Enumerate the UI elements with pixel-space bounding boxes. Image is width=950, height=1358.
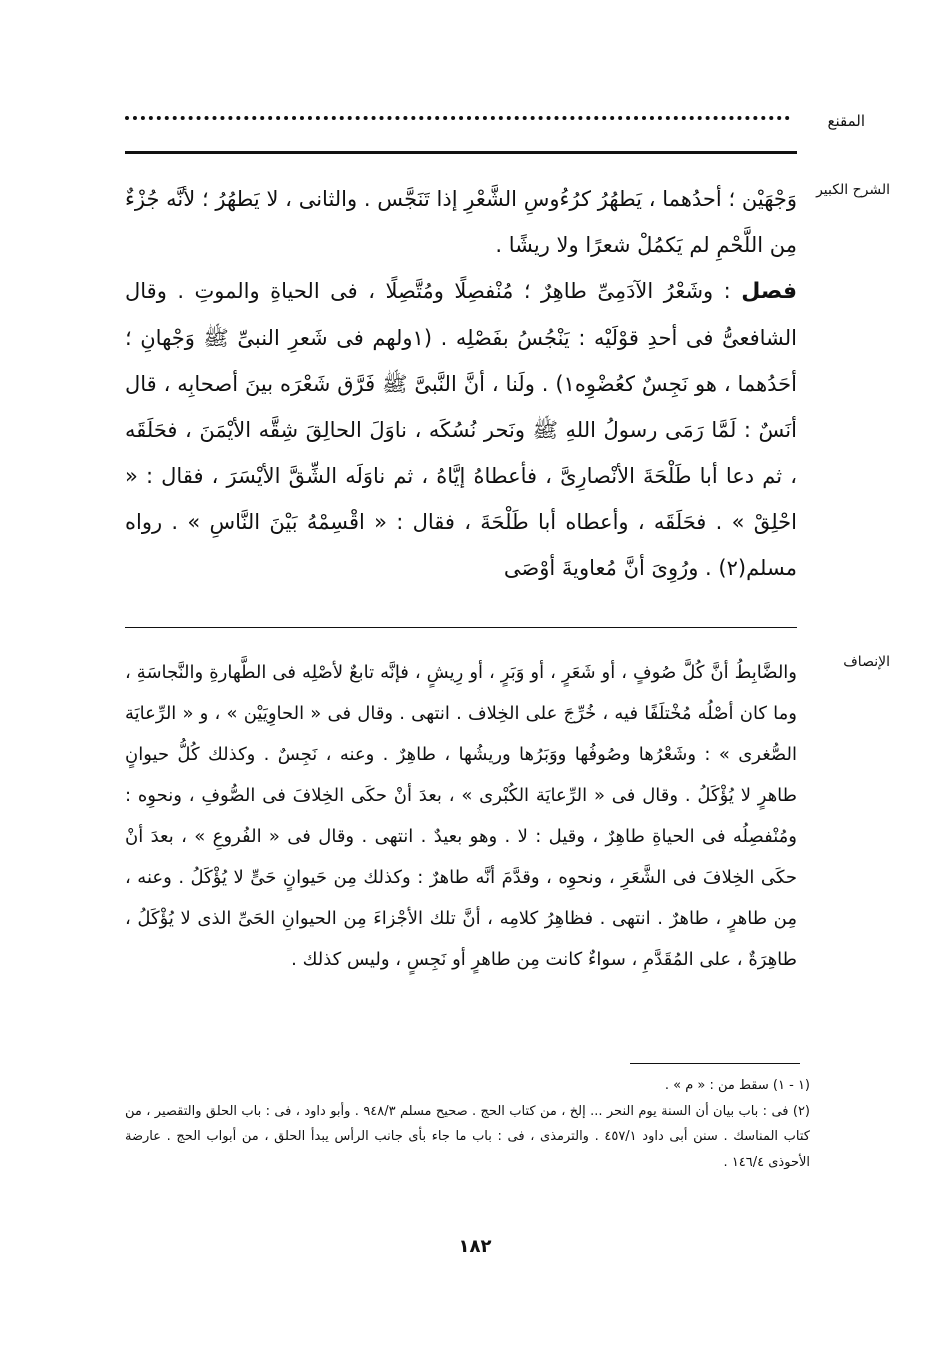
footnote-1: (١ - ١) سقط من : « م » .	[664, 1078, 810, 1093]
header-rule	[125, 151, 797, 154]
sharh-paragraph-1: وَجْهَيْن ؛ أحدُهما ، يَطهُرُ كرُءُوسِ الشَّعْرِ إذا تَنَجَّس . والثانى ، لا يَطهُرُ ؛ لأنَّه جُزْءٌ مِن اللَّحْمِ لم يَكمُلْ شعرًا ولا ريشًا .	[125, 187, 797, 257]
side-label-sharh: الشرح الكبير	[816, 182, 890, 198]
sharh-paragraph-2	[125, 268, 797, 591]
page-number: ١٨٢	[458, 1236, 492, 1257]
running-head	[125, 112, 865, 136]
footnote-rule	[630, 1063, 800, 1064]
side-label-insaf: الإنصاف	[843, 654, 890, 670]
insaf-text-block	[125, 652, 797, 980]
section-divider	[125, 627, 797, 628]
footnote-2: (٢) فى : باب بيان أن السنة يوم النحر ... إلخ ، من كتاب الحج . صحيح مسلم ٩٤٨/٣ . وأبو داود ، فى : باب الحلق والتقصير ، من كتاب المناسك . سنن أبى داود ٤٥٧/١ . والترمذى ، فى : باب ما جاء بأى جانب الرأس يبدأ الحلق ، من أبواب الحج . عارضة الأحوذى ١٤٦/٤ .	[125, 1103, 810, 1170]
insaf-paragraph: والضَّابِطُ أنَّ كُلَّ صُوفٍ ، أو شَعَرٍ ، أو وَبَرٍ ، أو رِيشٍ ، فإنَّه تابعٌ لأصْلِه فى الطَّهارةِ والنَّجاسَةِ ، وما كان أصْلُه مُخْتلَفًا فيه ، خُرِّجَ على الخِلاف . انتهى . وقال فى « الحاوِيَيْن » ، و « الرِّعايَة الصُّغرى » : وشَعْرُها وصُوفُها ووَبَرُها وريشُها ، طاهِرٌ . وعنه ، نَجِسٌ . وكذلك كُلُّ حيوانٍ طاهرٍ لا يُؤْكَلُ . وقال فى « الرِّعايَة الكُبْرى » ، بعدَ أنْ حكَى الخِلافَ فى الصُّوفِ ، ونحوِه : ومُنْفصِلُه فى الحياةِ طاهِرٌ ، وقيل : لا . وهو بعيدٌ . انتهى . وقال فى « الفُروعِ » ، بعدَ أنْ حكَى الخِلافَ فى الشَّعَرِ ، ونحوِه ، وقدَّمَ أنَّه طاهرٌ : وكذلك مِن حَيوانٍ حَىٍّ لا يُؤْكَلُ . وعنه ، مِن طاهرٍ ، طاهرٌ . انتهى . فظاهِرُ كلامِه ، أنَّ تلك الأجْزاءَ مِن الحيوانِ الحَىِّ الذى لا يُؤْكَلُ ، طاهِرَةٌ ، على المُقَدَّمِ ، سواءٌ كانت مِن طاهرٍ أو نَجِسٍ ، وليس كذلك .	[125, 662, 797, 970]
running-head-title: المقنع	[827, 112, 865, 130]
footnotes	[125, 1073, 810, 1175]
fasl-heading: فصل	[741, 279, 797, 304]
running-head-dotted-line	[125, 116, 790, 120]
sharh-paragraph-2-text: : وشَعْرُ الآدَمِىِّ طاهِرٌ ؛ مُنْفصِلًا ومُتَّصِلًا ، فى الحياةِ والموتِ . وقال الشافعىُّ فى أحدِ قوْلَيْه : يَنْجُسُ بفَصْلِه . (١ولهم فى شَعرِ النبىِّ ﷺ وَجْهانِ ؛ أحَدُهما ، هو نَجِسٌ كعُضْوِه١) . ولَنا ، أنَّ النَّبىَّ ﷺ فَرَّق شَعْرَه بينَ أصحابِه ، قال أنَسٌ : لَمَّا رَمَى رسولُ اللهِ ﷺ ونَحر نُسُكَه ، ناوَلَ الحالِقَ شِقَّه الأيْمَنَ ، فحَلَقَه ، ثم دعا أبا طَلْحَةَ الأنْصارِىَّ ، فأعطاهُ إيَّاهُ ، ثم ناوَلَه الشِّقَّ الأيْسَرَ ، فقال : « احْلِقْ » . فحَلَقَه ، وأعطاه أبا طَلْحَةَ ، فقال : « اقْسِمْهُ بَيْنَ النَّاسِ » . رواه مسلم(٢) . ورُوِىَ أنَّ مُعاويةَ أوْصَى	[125, 279, 797, 580]
sharh-text-block	[125, 176, 797, 591]
